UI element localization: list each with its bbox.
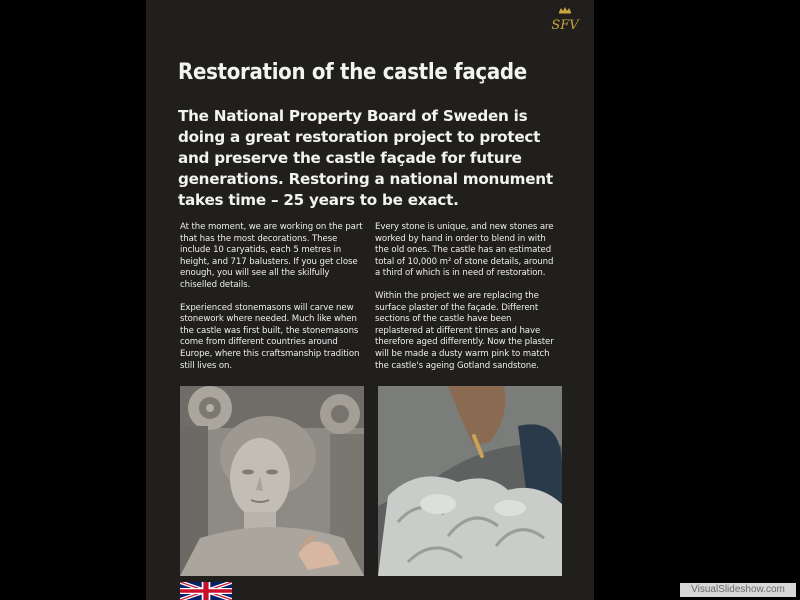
sign-title: Restoration of the castle façade <box>178 60 527 85</box>
paragraph: Every stone is unique, and new stones are worked by hand in order to blend in with the old ones. The castle has an estimated total of 10,000 m² of stone details, around a third of which is in need of restoration. <box>375 222 554 279</box>
svg-text:SFV: SFV <box>551 18 579 32</box>
caryatid-sculpture-photo <box>180 386 364 576</box>
stonemason-carving-photo <box>378 386 562 576</box>
sfv-crown-logo-icon <box>548 6 582 32</box>
sign-intro: The National Property Board of Sweden is doing a great restoration project to protect and preserve the castle façade for future generations. Restoring a national monument takes time – 25 years to be exact. <box>178 107 553 209</box>
paragraph: At the moment, we are working on the part that has the most decorations. These include 10 caryatids, each 5 metres in height, and 717 balusters. If you get close enough, you will see all the skilfully chiselled details. <box>180 222 363 290</box>
right-text-column <box>375 222 561 383</box>
paragraph: Experienced stonemasons will carve new stonework where needed. Much like when the castle was first built, the stonemasons come from different countries around Europe, where this craftsmanship tradition still lives on. <box>180 302 360 371</box>
uk-flag-icon <box>180 582 232 600</box>
left-text-column <box>180 222 366 383</box>
watermark: VisualSlideshow.com <box>680 583 796 597</box>
paragraph: Within the project we are replacing the surface plaster of the façade. Different sections of the castle have been replastered at different times and have therefore aged differently. Now the plaster will be made a dusty warm pink to match the castle's ageing Gotland sandstone. <box>375 290 554 371</box>
